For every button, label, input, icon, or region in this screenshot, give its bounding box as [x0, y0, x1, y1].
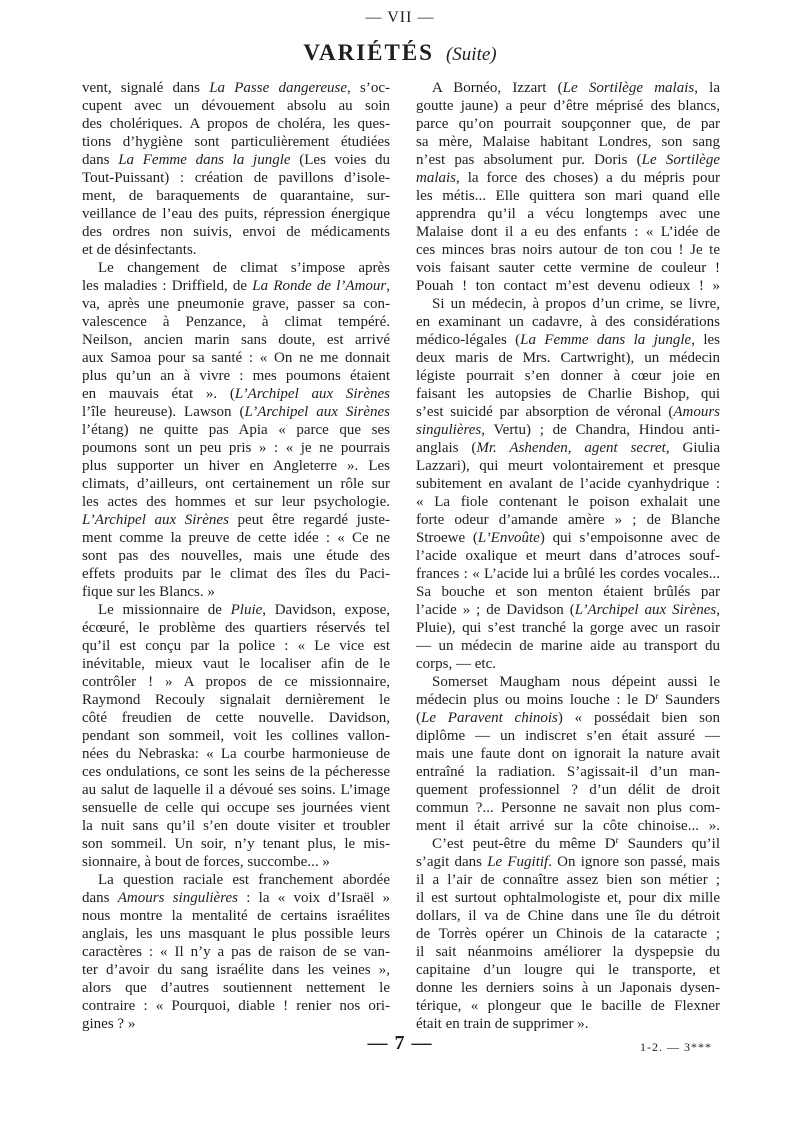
- text-run: Sa bouche et son menton étaient brûlés par: [416, 584, 720, 600]
- section-title: VARIÉTÉS: [303, 40, 434, 65]
- text-run: aux Samoa pour sa santé : « On ne me donnait: [82, 350, 390, 366]
- text-run: dollars, il va de Chine dans une île du détroit: [416, 908, 720, 924]
- paragraph: [82, 601, 390, 871]
- text-line: [416, 223, 720, 241]
- text-line: [82, 511, 390, 529]
- text-run: va, après une pneumonie grave, passer sa con-: [82, 296, 390, 312]
- text-line: [416, 871, 720, 889]
- text-run: térique, « plongeur que le bacille de Flexner: [416, 998, 720, 1014]
- text-line: [416, 619, 720, 637]
- text-line: [82, 763, 390, 781]
- superscript: r: [655, 691, 659, 701]
- text-run: inévitable, mieux vaut le localiser afin de le: [82, 656, 390, 672]
- text-run: ment, de baraquements de quarantaine, sur-: [82, 188, 390, 204]
- text-run: C’est peut-être du même D: [432, 836, 616, 852]
- text-line: [416, 799, 720, 817]
- text-line: [416, 763, 720, 781]
- text-run: s’agit dans: [416, 854, 488, 870]
- text-run: La question raciale est franchement abordée: [98, 872, 390, 888]
- italic-title: L’Archipel aux Sirènes: [244, 404, 390, 420]
- italic-title: La Femme dans la jungle: [520, 332, 692, 348]
- italic-title: Le Sortilège malais: [562, 80, 695, 96]
- text-run: commun ?... Personne ne savait non plus com-: [416, 800, 720, 816]
- text-run: n’est pas absolument pur. Doris (: [416, 152, 642, 168]
- text-run: valescence à Penzance, à climat tempéré.: [82, 314, 390, 330]
- text-line: [416, 781, 720, 799]
- text-line: [416, 961, 720, 979]
- text-run: ces minces bras noirs autour de ton cou ! Je te: [416, 242, 720, 258]
- text-run: contraire : « Pourquoi, diable ! renier nos ori-: [82, 998, 390, 1014]
- text-line: [82, 961, 390, 979]
- text-line: [416, 907, 720, 925]
- text-run: sensuelle de celle qui occupe ses journées vient: [82, 800, 390, 816]
- italic-title: L’Envoûte: [477, 530, 540, 546]
- text-line: [82, 979, 390, 997]
- text-run: : la « voix d’Israël »: [237, 890, 390, 906]
- text-run: légiste pourrait s’en donner à cœur joie en: [416, 368, 720, 384]
- text-run: pendant son sommeil, voit les collines vallon-: [82, 728, 390, 744]
- italic-title: La Passe dangereuse: [209, 80, 348, 96]
- text-run: s’est suicidé par absorption de véronal (: [416, 404, 674, 420]
- text-run: Si un médecin, à propos d’un crime, se livre,: [432, 296, 720, 312]
- text-run: Neilson, ancien marin sans doute, est arrivé: [82, 332, 390, 348]
- text-line: [82, 943, 390, 961]
- text-run: les métis... Elle quittera son mari quand elle: [416, 188, 720, 204]
- text-line: [82, 133, 390, 151]
- roman-folio: — VII —: [365, 9, 435, 26]
- paragraph: [416, 673, 720, 835]
- text-run: , Giulia: [665, 440, 720, 456]
- text-run: des ordres non suivis, envoi de médicaments: [82, 224, 390, 240]
- text-line: [82, 781, 390, 799]
- text-run: des cholériques. A propos de choléra, les ques-: [82, 116, 390, 132]
- text-line: [82, 709, 390, 727]
- italic-title: malais: [416, 170, 457, 186]
- text-run: il sait néanmoins améliorer la dyspepsie du: [416, 944, 720, 960]
- text-run: « La fiole contenant le poison exhalait une: [416, 494, 720, 510]
- italic-title: La Femme dans la jungle: [118, 152, 291, 168]
- section-heading: [0, 40, 800, 69]
- text-run: dans: [82, 890, 118, 906]
- text-line: [82, 691, 390, 709]
- text-run: Le missionnaire de: [98, 602, 231, 618]
- text-line: [416, 835, 720, 853]
- text-line: [82, 727, 390, 745]
- italic-title: Pluie: [230, 602, 263, 618]
- text-run: nous montre la mentalité de certains israélites: [82, 908, 390, 924]
- text-line: [416, 745, 720, 763]
- text-line: [416, 691, 720, 709]
- text-run: sionnaire, à bout de forces, succombe... »: [82, 854, 330, 870]
- text-line: [82, 925, 390, 943]
- text-run: médico-légales (: [416, 332, 521, 348]
- text-line: [82, 421, 390, 439]
- text-run: plus supporter un hiver en Angleterre ». Les: [82, 458, 390, 474]
- text-run: tions d’hygiène sont particulièrement étudiées: [82, 134, 390, 150]
- text-run: en examinant un cadavre, à des considérations: [416, 314, 720, 330]
- italic-title: Le Sortilège: [641, 152, 720, 168]
- text-run: anglais, les uns masquant le plus possible leurs: [82, 926, 390, 942]
- italic-title: Le Paravent chinois: [421, 710, 558, 726]
- text-run: donne les derniers soins à un Japonais dysen-: [416, 980, 720, 996]
- text-run: climats, d’ailleurs, ont certainement un rôle sur: [82, 476, 390, 492]
- text-run: les actes des hommes et sur leur psychologie.: [82, 494, 390, 510]
- text-line: [416, 457, 720, 475]
- right-column: [416, 79, 720, 1033]
- text-line: [416, 205, 720, 223]
- text-run: ) qui s’empoisonne avec de: [539, 530, 720, 546]
- text-line: [416, 601, 720, 619]
- text-line: [82, 349, 390, 367]
- text-line: [416, 403, 720, 421]
- text-run: faisant les autopsies de Charlie Bishop, qui: [416, 386, 720, 402]
- italic-title: Mr. Ashenden, agent secret: [476, 440, 666, 456]
- text-run: écœuré, le problème des quartiers réservés tel: [82, 620, 390, 636]
- text-line: [416, 151, 720, 169]
- text-run: l’acide » ; de Davidson (: [416, 602, 575, 618]
- page-number: — 7 —: [367, 1032, 433, 1054]
- text-line: [416, 511, 720, 529]
- text-line: [82, 637, 390, 655]
- text-line: [416, 115, 720, 133]
- italic-title: L’Archipel aux Sirènes: [574, 602, 717, 618]
- text-run: Stroewe (: [416, 530, 478, 546]
- text-line: [82, 583, 390, 601]
- text-run: poumons sont un peu pris » : « je ne pourrais: [82, 440, 390, 456]
- text-run: alors que d’autres soutiennent nettement le: [82, 980, 390, 996]
- text-run: sont pas des nouvelles, mais une étude des: [82, 548, 390, 564]
- text-run: ment comme la preuve de cette idée : « Ce ne: [82, 530, 390, 546]
- text-run: Pouah ! ton contact m’est devenu odieux ! »: [416, 278, 720, 294]
- text-line: [82, 169, 390, 187]
- text-line: [82, 547, 390, 565]
- text-line: [416, 727, 720, 745]
- text-line: [82, 475, 390, 493]
- text-run: mais une faute dont on ignorait la nature avait: [416, 746, 720, 762]
- section-suffix: (Suite): [445, 44, 497, 65]
- text-run: médecin plus ou moins louche : le D: [416, 692, 656, 708]
- text-run: son sommeil. Un soir, n’y tenant plus, le mis-: [82, 836, 390, 852]
- paragraph: [416, 79, 720, 295]
- text-line: [82, 871, 390, 889]
- text-run: goutte jaune) a peur d’être méprisé des blancs,: [416, 98, 720, 114]
- text-run: gines ? »: [82, 1016, 136, 1032]
- text-line: [416, 133, 720, 151]
- text-line: [82, 313, 390, 331]
- text-run: de Torrès opérer un Chinois de la cataracte ;: [416, 926, 720, 942]
- text-line: [416, 493, 720, 511]
- text-run: (: [416, 710, 421, 726]
- text-run: frances : « L’acide lui a brûlé les cordes vocales...: [416, 566, 720, 582]
- text-run: Tout-Puissant) : création de pavillons d’isole-: [82, 170, 390, 186]
- text-run: , Davidson, expose,: [262, 602, 390, 618]
- text-line: [82, 529, 390, 547]
- text-line: [82, 439, 390, 457]
- text-run: (Les voies du: [290, 152, 390, 168]
- text-line: [416, 943, 720, 961]
- text-run: nées du Nebraska: « La courbe harmonieuse de: [82, 746, 390, 762]
- text-line: [82, 907, 390, 925]
- text-line: [416, 889, 720, 907]
- text-line: [416, 169, 720, 187]
- text-run: qu’il est conçu par la police : « Le vice est: [82, 638, 390, 654]
- text-run: ) « possédait bien son: [557, 710, 720, 726]
- text-line: [416, 367, 720, 385]
- text-run: , les: [691, 332, 720, 348]
- text-line: [416, 637, 720, 655]
- text-run: Saunders qu’il: [618, 836, 720, 852]
- text-line: [416, 295, 720, 313]
- text-line: [416, 709, 720, 727]
- text-line: [82, 223, 390, 241]
- text-run: il a l’air de connaître assez bien son métier ;: [416, 872, 720, 888]
- text-run: quement professionnel ? d’un délit de droit: [416, 782, 720, 798]
- text-run: l’acide oxalique et meurt dans d’atroces souf-: [416, 548, 720, 564]
- text-line: [82, 799, 390, 817]
- text-run: cupent avec un dévouement absolu au soin: [82, 98, 390, 114]
- text-line: [416, 385, 720, 403]
- text-run: les maladies : Driffield, de: [82, 278, 253, 294]
- text-run: Pluie), qui s’est tranché la gorge avec un rasoir: [416, 620, 720, 636]
- text-line: [82, 367, 390, 385]
- text-run: plus qu’un an à vivre : mes poumons étaient: [82, 368, 390, 384]
- text-run: sa mère, Malaise habitant Londres, son sang: [416, 134, 720, 150]
- text-run: entraîné la radiation. S’agissait-il d’un man-: [416, 764, 720, 780]
- text-run: caractères : « Il n’y a pas de raison de se van-: [82, 944, 390, 960]
- text-line: [416, 979, 720, 997]
- text-run: veillance de l’eau des puits, répression énergique: [82, 206, 390, 222]
- text-run: et de désinfectants.: [82, 242, 197, 258]
- text-run: était en train de supprimer ».: [416, 1016, 589, 1032]
- printer-signature-mark: 1-2. — 3***: [640, 1040, 712, 1054]
- text-line: [416, 547, 720, 565]
- text-line: [416, 997, 720, 1015]
- text-run: , Vertu) ; de Chandra, Hindou anti-: [481, 422, 720, 438]
- text-line: [416, 925, 720, 943]
- text-line: [416, 97, 720, 115]
- text-run: ,: [716, 602, 720, 618]
- text-run: ,: [386, 278, 390, 294]
- text-run: subitement en avalant de l’acide cyanhydrique :: [416, 476, 720, 492]
- text-run: Saunders: [658, 692, 720, 708]
- text-line: [416, 349, 720, 367]
- text-run: contrôler ! » A propos de ce missionnaire,: [82, 674, 390, 690]
- italic-title: La Ronde de l’Amour: [252, 278, 387, 294]
- text-line: [416, 439, 720, 457]
- text-run: peut être regardé juste-: [228, 512, 390, 528]
- text-run: l’île heureuse). Lawson (: [82, 404, 245, 420]
- text-run: Malaise dont il a eu des enfants : « L’idée de: [416, 224, 720, 240]
- text-run: , la force des choses) a du mépris pour: [456, 170, 720, 186]
- text-run: parce qu’on pourrait soupçonner que, de par: [416, 116, 720, 132]
- text-run: fique sur les Blancs. »: [82, 584, 215, 600]
- text-line: [82, 745, 390, 763]
- text-run: anglais (: [416, 440, 477, 456]
- paragraph: [82, 871, 390, 1033]
- text-line: [82, 97, 390, 115]
- text-run: , s’oc-: [347, 80, 390, 96]
- text-run: effets produits par le climat des îles du Paci-: [82, 566, 390, 582]
- text-line: [82, 205, 390, 223]
- text-line: [82, 619, 390, 637]
- text-line: [82, 259, 390, 277]
- paragraph: [416, 295, 720, 673]
- text-line: [82, 835, 390, 853]
- text-line: [82, 79, 390, 97]
- text-run: apprendra qu’il a vécu longtemps avec une: [416, 206, 720, 222]
- text-line: [82, 565, 390, 583]
- paragraph: [82, 79, 390, 259]
- text-line: [82, 817, 390, 835]
- text-line: [416, 529, 720, 547]
- italic-title: Amours: [673, 404, 720, 420]
- text-line: [416, 655, 720, 673]
- text-run: vent, signalé dans: [82, 80, 210, 96]
- text-run: corps, — etc.: [416, 656, 496, 672]
- text-line: [416, 331, 720, 349]
- text-run: il est surtout ophtalmologiste et, pour dix mille: [416, 890, 720, 906]
- italic-title: Amours singulières: [117, 890, 238, 906]
- text-line: [416, 475, 720, 493]
- text-run: côté freudien de cette nouvelle. Davidson,: [82, 710, 390, 726]
- text-run: ment il était arrivé sur la côte chinoise... ».: [416, 818, 720, 834]
- text-run: la nuit sans qu’il s’en doute visiter et troubler: [82, 818, 390, 834]
- text-line: [416, 277, 720, 295]
- italic-title: L’Archipel aux Sirènes: [82, 512, 229, 528]
- text-run: en mauvais état ». (: [82, 386, 235, 402]
- text-line: [82, 601, 390, 619]
- text-run: Raymond Recouly signalait dernièrement le: [82, 692, 390, 708]
- text-run: diplôme — un indiscret s’en était assuré —: [416, 728, 720, 744]
- text-line: [416, 187, 720, 205]
- text-run: capitaine d’un lougre qui le transporte, et: [416, 962, 720, 978]
- text-run: A Bornéo, Izzart (: [432, 80, 563, 96]
- text-line: [82, 241, 390, 259]
- text-line: [82, 889, 390, 907]
- text-run: . On ignore son passé, mais: [548, 854, 720, 870]
- text-run: au salut de laquelle il a dévoué ses soins. L’image: [82, 782, 390, 798]
- text-line: [82, 385, 390, 403]
- text-run: vois faisant sauter cette vermine de couleur !: [416, 260, 720, 276]
- text-run: Somerset Maugham nous dépeint aussi le: [432, 674, 720, 690]
- text-line: [82, 853, 390, 871]
- text-line: [416, 241, 720, 259]
- paragraph: [416, 835, 720, 1033]
- text-line: [416, 673, 720, 691]
- text-line: [416, 817, 720, 835]
- text-line: [416, 259, 720, 277]
- text-line: [82, 493, 390, 511]
- italic-title: L’Archipel aux Sirènes: [234, 386, 390, 402]
- italic-title: Le Fugitif: [487, 854, 549, 870]
- text-run: deux maris de Mrs. Cartwright), un médecin: [416, 350, 720, 366]
- text-line: [416, 565, 720, 583]
- text-line: [82, 457, 390, 475]
- text-run: forte odeur d’amande amère » ; de Blanche: [416, 512, 720, 528]
- text-line: [416, 421, 720, 439]
- text-run: l’étang) ne quitte pas Apia « parce que ses: [82, 422, 390, 438]
- text-line: [82, 331, 390, 349]
- text-line: [82, 277, 390, 295]
- text-run: dans: [82, 152, 119, 168]
- text-run: Le changement de climat s’impose après: [98, 260, 390, 276]
- text-run: , la: [694, 80, 720, 96]
- superscript: r: [615, 835, 619, 845]
- paragraph: [82, 259, 390, 601]
- text-run: — un médecin de marine aide au transport du: [416, 638, 720, 654]
- text-run: Lazzari), qui meurt volontairement et presque: [416, 458, 720, 474]
- text-line: [82, 295, 390, 313]
- text-line: [82, 403, 390, 421]
- text-line: [82, 115, 390, 133]
- text-line: [82, 187, 390, 205]
- text-line: [82, 673, 390, 691]
- text-run: ces ondulations, ce sont les seins de la pécheresse: [82, 764, 390, 780]
- left-column: [82, 79, 390, 1033]
- text-line: [416, 79, 720, 97]
- text-line: [416, 313, 720, 331]
- text-line: [82, 997, 390, 1015]
- text-line: [82, 151, 390, 169]
- text-line: [416, 583, 720, 601]
- italic-title: singulières: [416, 422, 482, 438]
- text-line: [82, 655, 390, 673]
- text-line: [416, 853, 720, 871]
- text-run: ter d’avoir du sang israélite dans les veines »,: [82, 962, 390, 978]
